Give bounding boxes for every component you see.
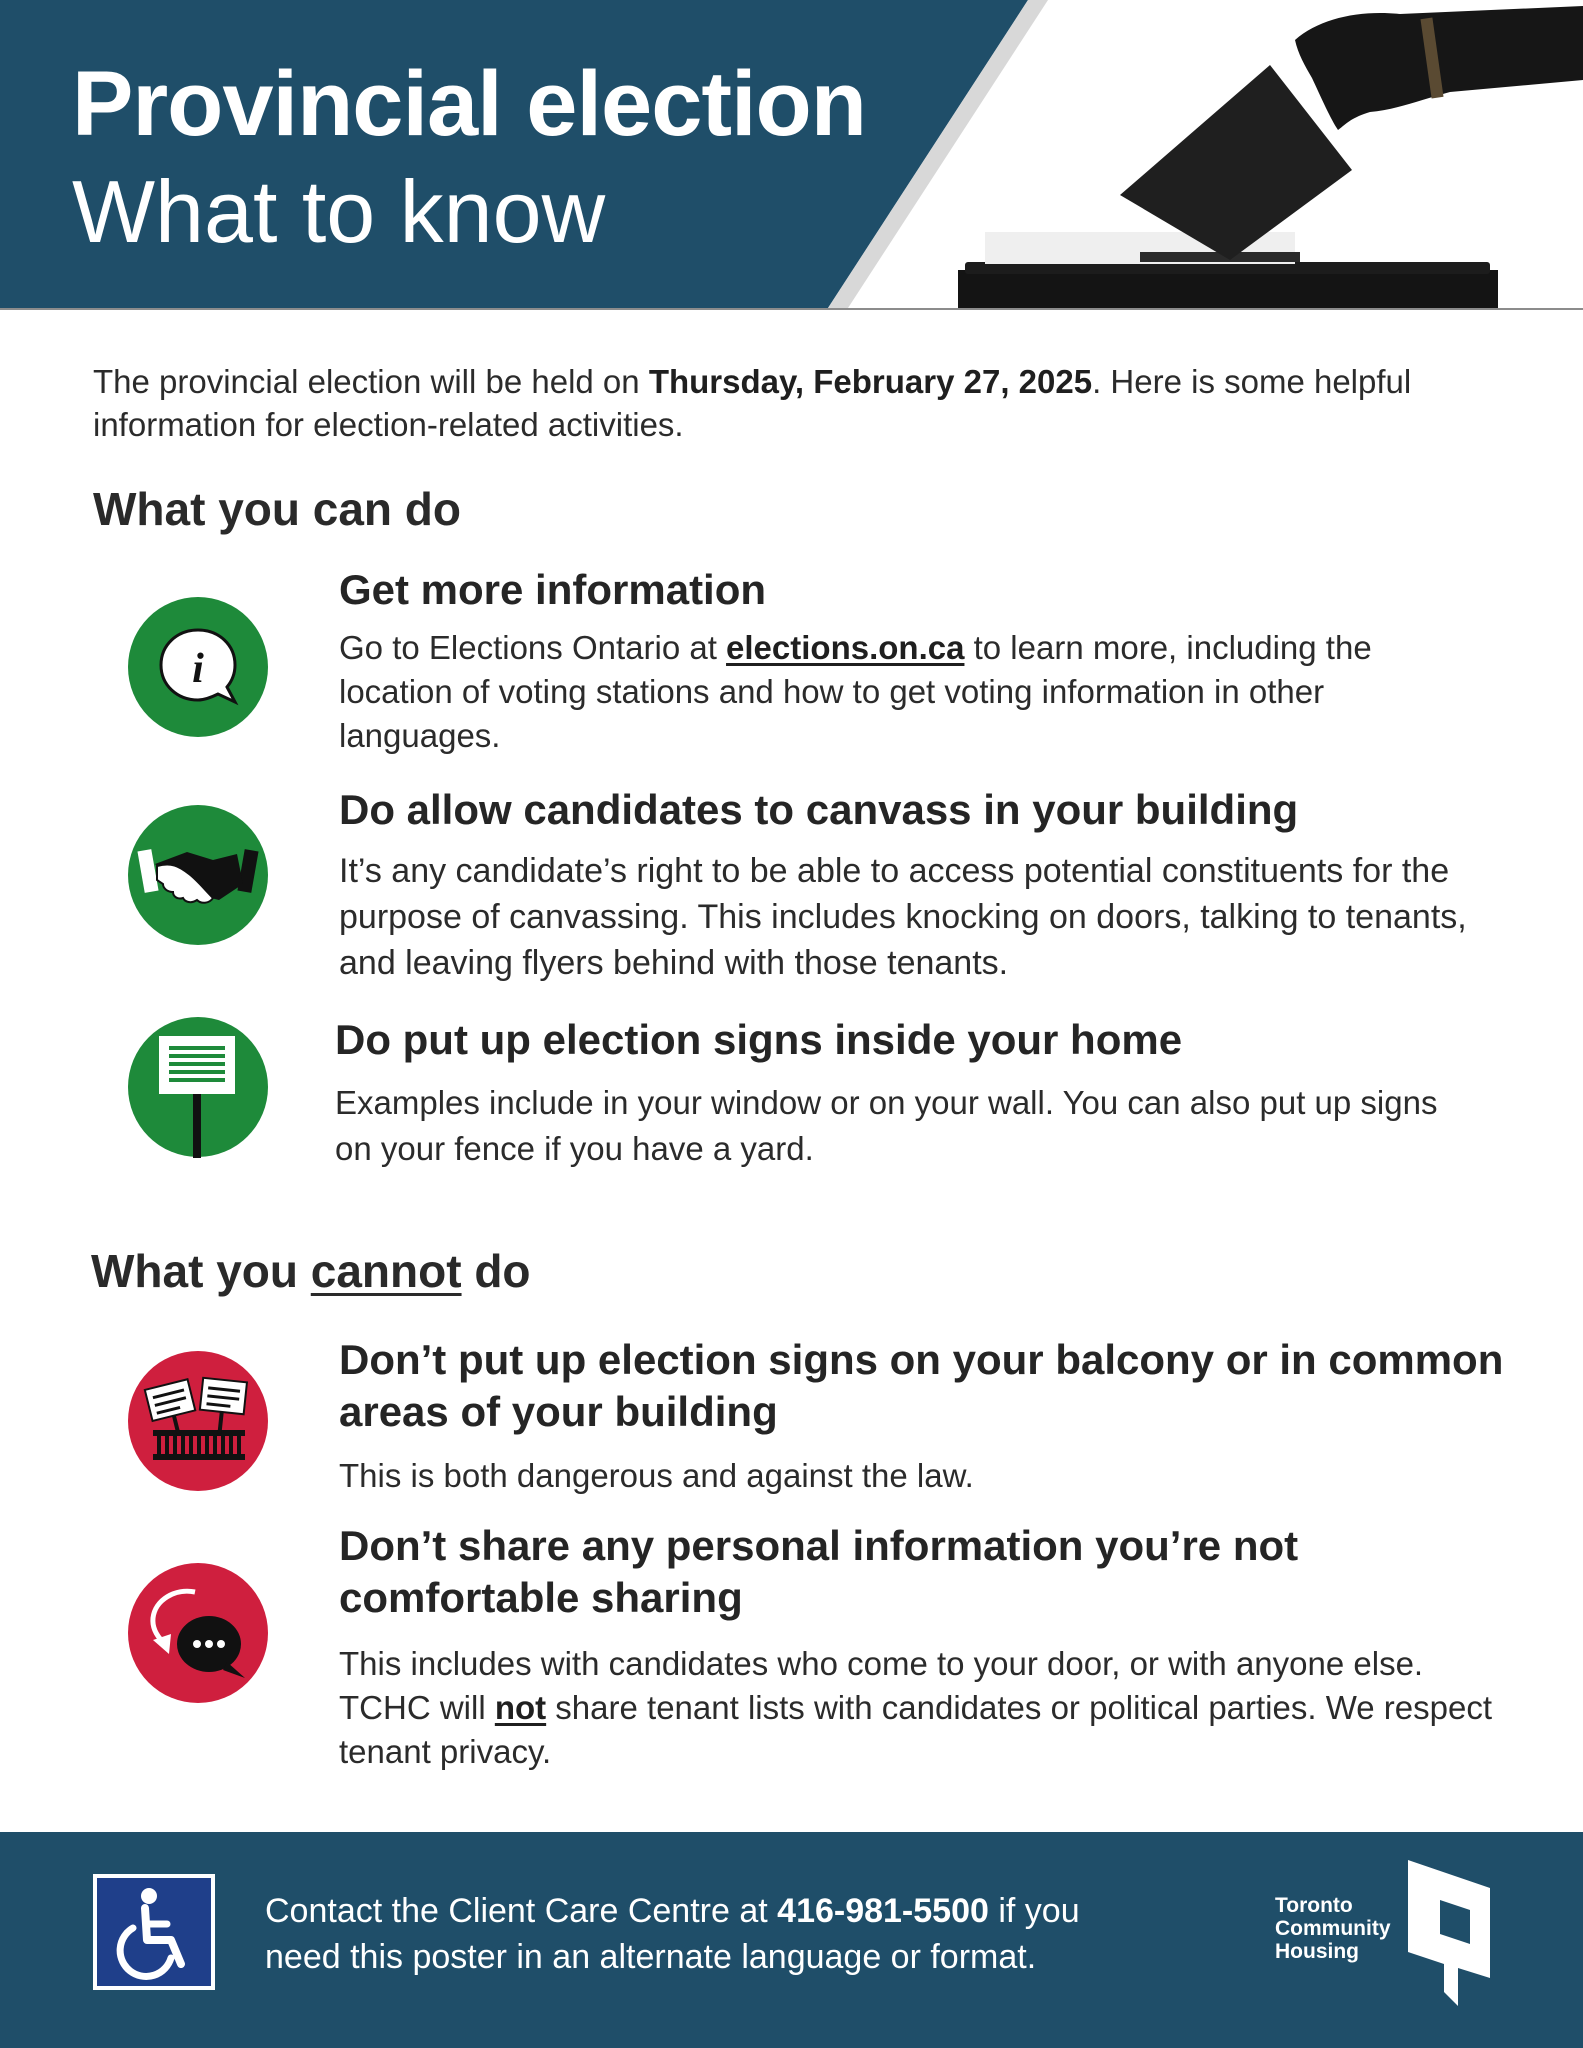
heading-text: What you [91,1245,311,1297]
item-body-no-balcony-signs: This is both dangerous and against the law. [339,1457,974,1494]
heading-can-do: What you can do [93,483,461,535]
body-text-end: to learn more, including the location of voting stations and how to get voting information in other languages. [339,629,1372,754]
intro-paragraph [93,360,1493,446]
elections-ontario-link[interactable]: elections.on.ca [726,629,965,666]
item-body-signs-inside: Examples include in your window or on your wall. You can also put up signs on your fence if you have a yard. [335,1084,1438,1167]
page-title [72,53,866,261]
title-line-1: Provincial election [72,53,866,155]
balcony-signs-icon [127,1350,269,1492]
tch-logo-text [1275,1894,1391,1963]
item-body-no-personal-info [339,1642,1499,1774]
logo-line-2: Community [1275,1917,1391,1940]
not-emphasis: not [494,1689,547,1726]
tch-logo-icon [1400,1860,1500,2010]
svg-text:i: i [192,646,204,692]
header-divider [0,308,1583,310]
heading-text-end: do [461,1245,531,1297]
item-body-get-info [339,626,1459,758]
item-body-canvass: It’s any candidate’s right to be able to access potential constituents for the purpose of canvassing. This includes knocking on doors, talking to tenants, and leaving flyers behind with those tenants. [339,852,1467,982]
item-title-no-personal-info: Don’t share any personal information you’re not comfortable sharing [339,1522,1299,1621]
intro-text: The provincial election will be held on [93,363,649,400]
contact-text-start: Contact the Client Care Centre at [265,1892,778,1930]
info-icon [127,596,269,738]
sign-icon [127,1016,269,1158]
chat-bubbles-icon [127,1562,269,1704]
logo-line-3: Housing [1275,1940,1359,1963]
logo-line-1: Toronto [1275,1894,1353,1917]
accessibility-badge [93,1874,215,1990]
header-banner [0,0,1583,310]
wheelchair-icon [97,1878,211,1986]
body-text-end: share tenant lists with candidates or political parties. We respect tenant privacy. [339,1689,1492,1770]
body-text: Go to Elections Ontario at [339,629,727,666]
heading-emphasis: cannot [310,1245,462,1297]
body-text: This includes with candidates who come to your door, or with anyone else. TCHC will [339,1645,1424,1726]
contact-text [265,1888,1145,1980]
item-title-get-info: Get more information [339,566,767,613]
title-line-2: What to know [72,162,606,261]
phone-number[interactable]: 416-981-5500 [777,1892,989,1930]
item-title-signs-inside: Do put up election signs inside your home [335,1016,1183,1063]
footer-bar [0,1832,1583,2048]
intro-text-end: . Here is some helpful information for election-related activities. [93,363,1412,443]
contact-text-end: if you need this poster in an alternate language or format. [265,1892,1080,1976]
heading-cannot-do [91,1245,531,1297]
election-date: Thursday, February 27, 2025 [648,363,1093,400]
handshake-icon [127,804,269,946]
item-title-canvass: Do allow candidates to canvass in your building [339,786,1299,833]
item-title-no-balcony-signs: Don’t put up election signs on your balcony or in common areas of your building [339,1336,1504,1435]
